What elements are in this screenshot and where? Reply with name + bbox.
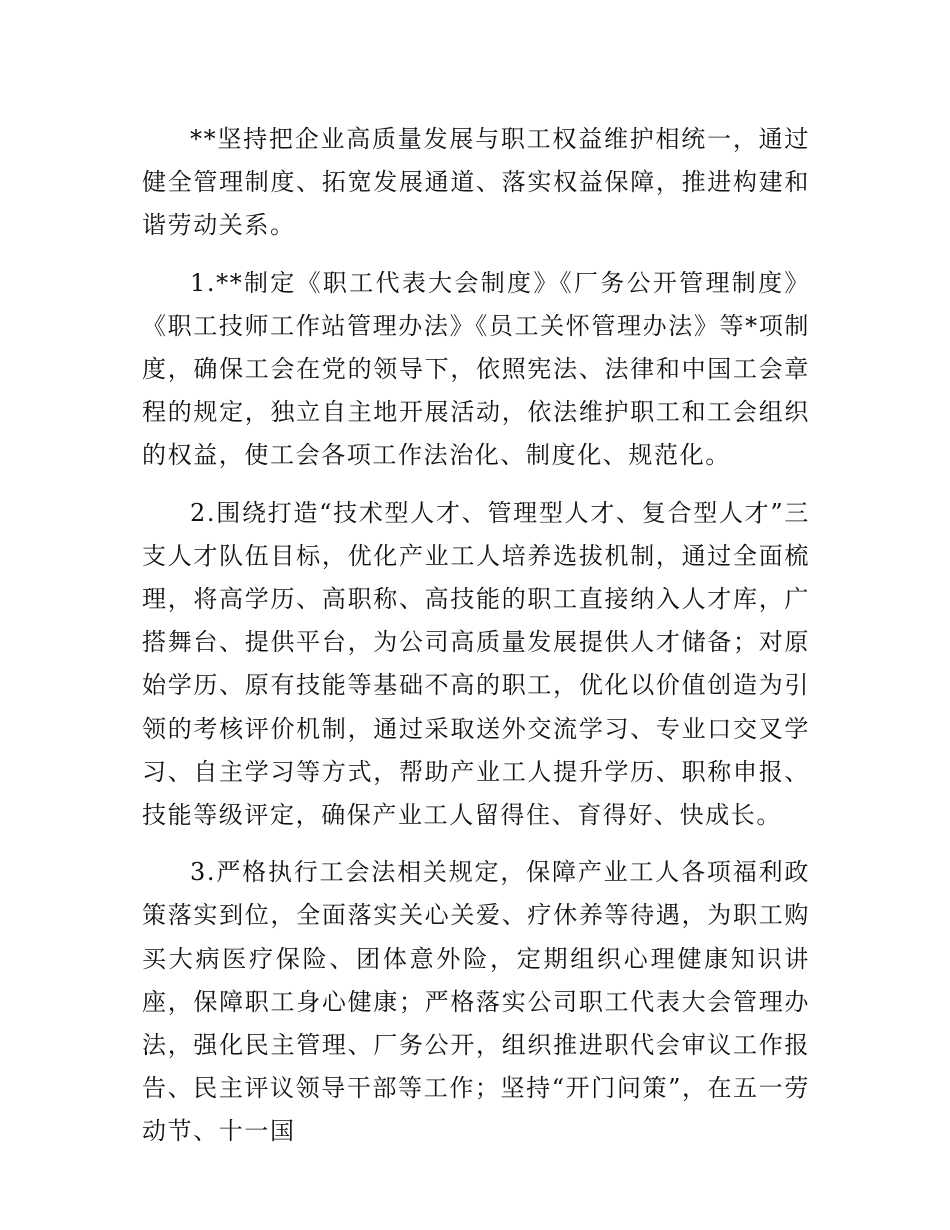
paragraph-item-1: 1.**制定《职工代表大会制度》《厂务公开管理制度》《职工技师工作站管理办法》《员工关怀管理办法》等*项制度，确保工会在党的领导下，依照宪法、法律和中国工会章程的规定，独立自主地开展活动，依法维护职工和工会组织的权益，使工会各项工作法治化、制度化、规范化。 bbox=[142, 268, 810, 470]
document-page bbox=[142, 118, 810, 1168]
paragraph-item-2: 2.围绕打造“技术型人才、管理型人才、复合型人才”三支人才队伍目标，优化产业工人培养选拔机制，通过全面梳理，将高学历、高职称、高技能的职工直接纳入人才库，广搭舞台、提供平台，为公司高质量发展提供人才储备；对原始学历、原有技能等基础不高的职工，优化以价值创造为引领的考核评价机制，通过采取送外交流学习、专业口交叉学习、自主学习等方式，帮助产业工人提升学历、职称申报、技能等级评定，确保产业工人留得住、育得好、快成长。 bbox=[142, 498, 810, 830]
paragraph-item-3: 3.严格执行工会法相关规定，保障产业工人各项福利政策落实到位，全面落实关心关爱、疗休养等待遇，为职工购买大病医疗保险、团体意外险，定期组织心理健康知识讲座，保障职工身心健康；严格落实公司职工代表大会管理办法，强化民主管理、厂务公开，组织推进职代会审议工作报告、民主评议领导干部等工作；坚持“开门问策”，在五一劳动节、十一国 bbox=[142, 858, 810, 1146]
paragraph-intro: **坚持把企业高质量发展与职工权益维护相统一，通过健全管理制度、拓宽发展通道、落实权益保障，推进构建和谐劳动关系。 bbox=[142, 125, 810, 240]
